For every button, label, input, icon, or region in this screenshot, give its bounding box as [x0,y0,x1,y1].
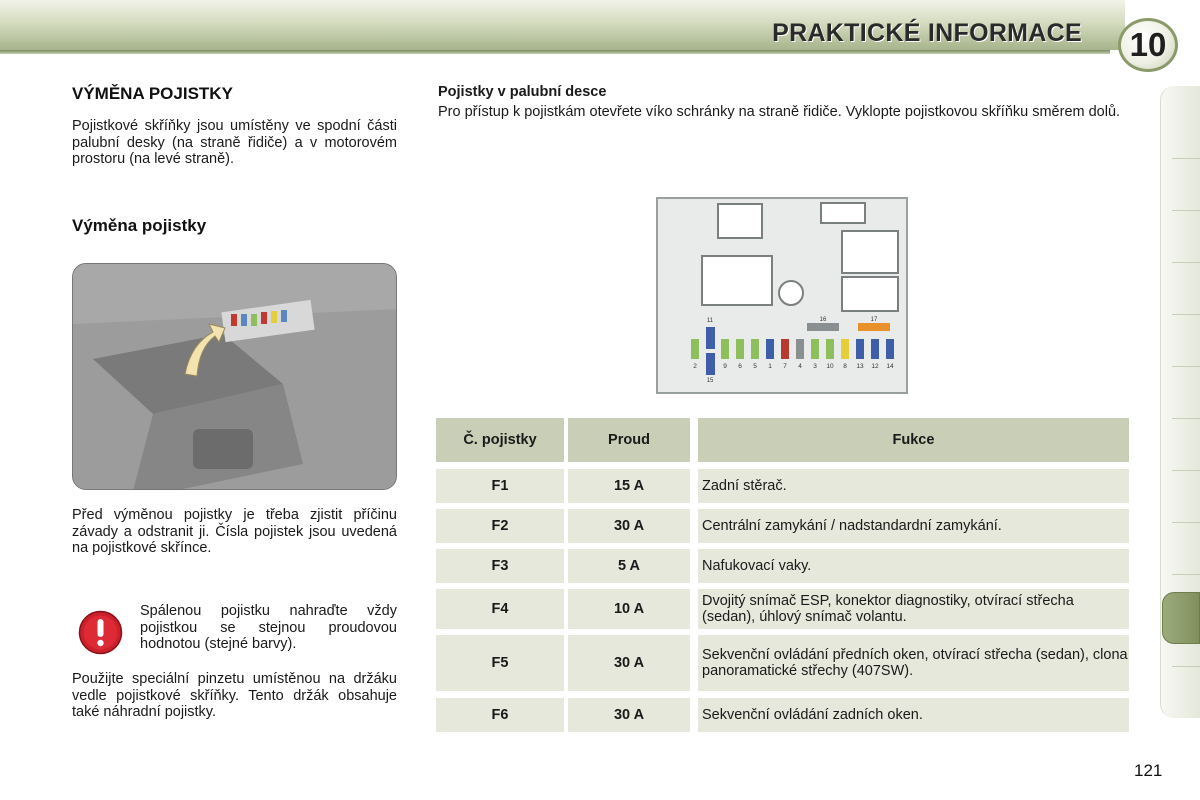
table-row-current: 5 A [568,549,690,583]
left-column [72,84,397,236]
chapter-badge: 10 [1118,18,1178,72]
tab-divider [1172,314,1200,315]
tab-divider [1172,366,1200,367]
page-number: 121 [1134,761,1163,780]
table-row-function: Sekvenční ovládání zadních oken. [698,698,1129,732]
table-header-fuse: Č. pojistky [436,418,564,462]
table-row-current: 30 A [568,635,690,691]
fuse-label: 8 [843,363,847,370]
table-row-function: Nafukovací vaky. [698,549,1129,583]
header-rule [0,50,1110,54]
page-header-title: PRAKTICKÉ INFORMACE [772,19,1082,47]
table-row-current: 30 A [568,698,690,732]
fuse-label: 1 [768,363,772,370]
tweezers-text: Použijte speciální pinzetu umístěnou na držáku vedle pojistkové skříňky. Tento držák obsahuje také náhradní pojistky. [72,671,397,720]
fuse-12 [871,339,879,359]
fusebox-diagram [655,195,910,395]
fuse-label-top: 11 [706,318,714,324]
tab-divider [1172,418,1200,419]
tab-divider [1172,210,1200,211]
table-row-function: Zadní stěrač. [698,469,1129,503]
fuse-label: 7 [783,363,787,370]
fuse-7 [781,339,789,359]
fuse-label: 3 [813,363,817,370]
table-row-fuse: F3 [436,549,564,583]
glovebox-illustration [73,264,397,490]
tab-divider [1172,574,1200,575]
fuse-label: 12 [871,363,879,370]
fuse-4 [796,339,804,359]
fuse-9 [721,339,729,359]
fuse-label: 5 [753,363,757,370]
fuse-10 [826,339,834,359]
fuse-8 [841,339,849,359]
table-row-fuse: F4 [436,589,564,629]
fuse-label: 4 [798,363,802,370]
relay-17 [858,323,890,331]
table-row-fuse: F1 [436,469,564,503]
fuse-5 [751,339,759,359]
table-row-current: 15 A [568,469,690,503]
dashboard-fuses-intro: Pro přístup k pojistkám otevřete víko schránky na straně řidiče. Vyklopte pojistkovou skříňku směrem dolů. [438,104,1121,120]
table-header-function: Fukce [698,418,1129,462]
glovebox-photo [72,263,397,490]
table-row-function: Dvojitý snímač ESP, konektor diagnostiky, otvírací střecha (sedan), úhlový snímač volantu. [698,589,1129,629]
table-row-fuse: F2 [436,509,564,543]
table-row-function: Sekvenční ovládání předních oken, otvírací střecha (sedan), clona panoramatické střechy (407SW). [698,635,1129,691]
relay-16-label: 16 [819,317,827,323]
table-row-function: Centrální zamykání / nadstandardní zamykání. [698,509,1129,543]
table-row-fuse: F5 [436,635,564,691]
intro-text: Pojistkové skříňky jsou umístěny ve spodní části palubní desky (na straně řidiče) a v motorovém prostoru (na levé straně). [72,118,397,167]
active-chapter-tab[interactable] [1162,592,1200,644]
fuse-label: 14 [886,363,894,370]
table-row-current: 30 A [568,509,690,543]
tab-divider [1172,666,1200,667]
tab-divider [1172,522,1200,523]
fuse-3 [811,339,819,359]
fuse-label: 2 [693,363,697,370]
table-row-fuse: F6 [436,698,564,732]
fuse-15 [706,353,715,375]
fuse-1 [766,339,774,359]
fuse-6 [736,339,744,359]
relay-16 [807,323,839,331]
fuse-label: 9 [723,363,727,370]
fuse-label: 13 [856,363,864,370]
subsection-heading: Výměna pojistky [72,215,207,235]
fuse-label: 6 [738,363,742,370]
table-row-current: 10 A [568,589,690,629]
warning-icon [78,610,123,655]
table-header-current: Proud [568,418,690,462]
fuse-2 [691,339,699,359]
before-replacement-text: Před výměnou pojistky je třeba zjistit příčinu závady a odstranit ji. Čísla pojistek jsou uvedená na pojistkové skřínce. [72,507,397,556]
tab-divider [1172,262,1200,263]
dashboard-fuses-heading: Pojistky v palubní desce [438,84,607,100]
fuse-14 [886,339,894,359]
fuse-13 [856,339,864,359]
tab-divider [1172,470,1200,471]
fuse-11 [706,327,715,349]
tab-divider [1172,158,1200,159]
fuse-label-below: 15 [706,378,714,384]
section-heading: VÝMĚNA POJISTKY [72,84,233,103]
warning-text: Spálenou pojistku nahraďte vždy pojistkou se stejnou proudovou hodnotou (stejné barvy). [140,603,397,652]
fuse-label: 10 [826,363,834,370]
relay-17-label: 17 [870,317,878,323]
